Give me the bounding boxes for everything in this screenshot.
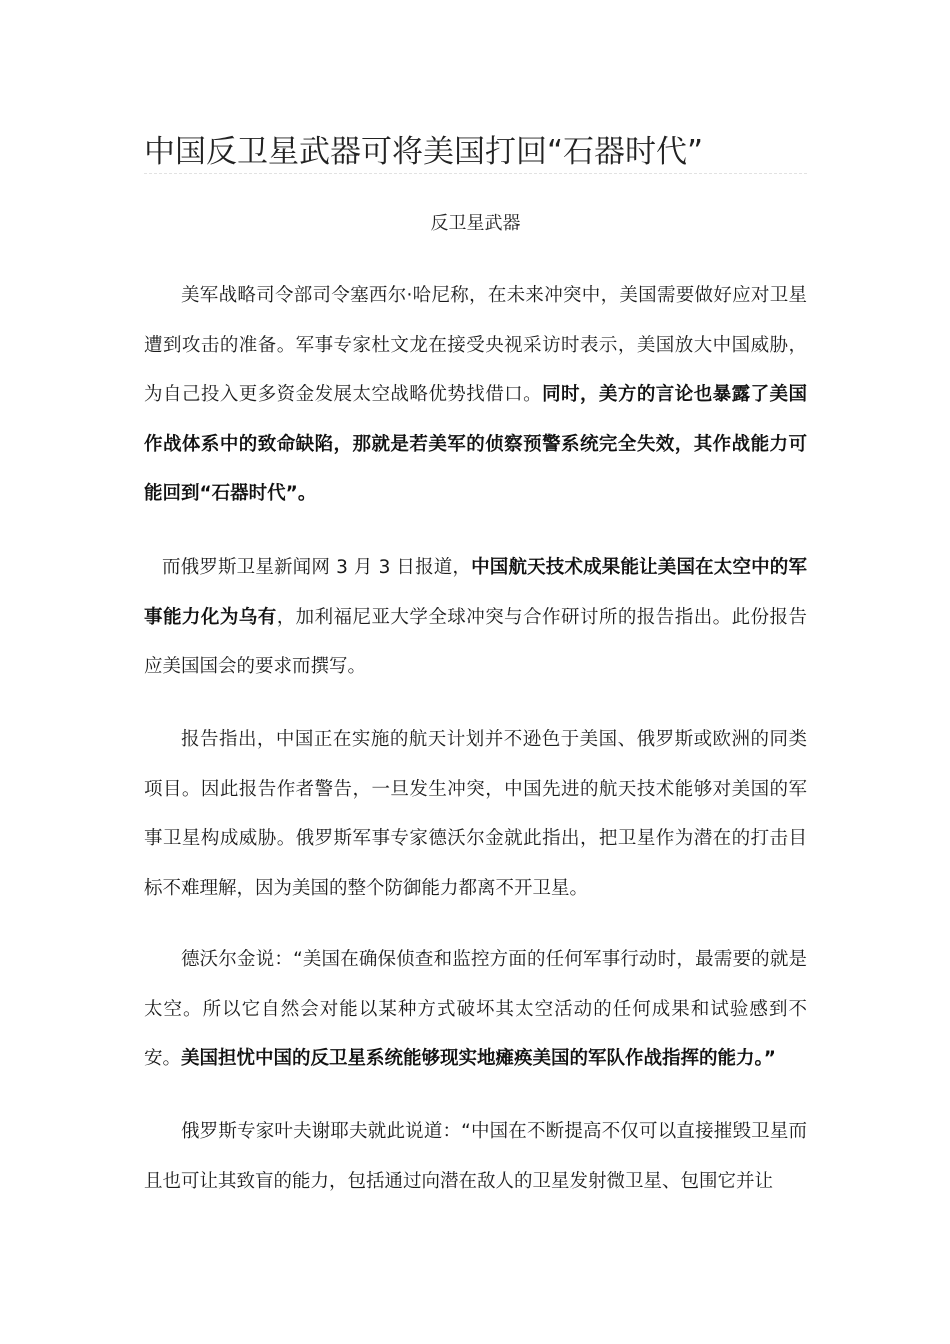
paragraph-2-text-start: 而俄罗斯卫星新闻网 3 月 3 日报道， bbox=[162, 557, 472, 578]
paragraph-2-bold-text: 中国航天技术成果能让美国在太空中的军事能力化为乌有 bbox=[144, 557, 807, 628]
paragraph-1-bold-text: 同时，美方的言论也暴露了美国作战体系中的致命缺陷，那就是若美军的侦察预警系统完全失效，其作战能力可能回到“石器时代”。 bbox=[144, 384, 807, 504]
paragraph-1 bbox=[144, 271, 807, 519]
title-divider bbox=[144, 173, 807, 174]
article-title: 中国反卫星武器可将美国打回“石器时代” bbox=[144, 134, 704, 170]
paragraph-2-text-end: ，加利福尼亚大学全球冲突与合作研讨所的报告指出。此份报告应美国国会的要求而撰写。 bbox=[144, 606, 807, 677]
paragraph-1-text: 美军战略司令部司令塞西尔·哈尼称，在未来冲突中，美国需要做好应对卫星遭到攻击的准备。军事专家杜文龙在接受央视采访时表示，美国放大中国威胁，为自己投入更多资金发展太空战略优势找借口。 bbox=[144, 285, 807, 405]
paragraph-4-text: 德沃尔金说：“美国在确保侦查和监控方面的任何军事行动时，最需要的就是太空。所以它自然会对能以某种方式破坏其太空活动的任何成果和试验感到不安。 bbox=[144, 949, 807, 1069]
paragraph-4 bbox=[144, 935, 807, 1084]
paragraph-5 bbox=[144, 1107, 807, 1206]
paragraph-5-text: 俄罗斯专家叶夫谢耶夫就此说道：“中国在不断提高不仅可以直接摧毁卫星而且也可让其致盲的能力，包括通过向潜在敌人的卫星发射微卫星、包围它并让 bbox=[144, 1121, 807, 1192]
paragraph-3 bbox=[144, 715, 807, 913]
article-subtitle: 反卫星武器 bbox=[430, 213, 521, 234]
paragraph-3-text: 报告指出，中国正在实施的航天计划并不逊色于美国、俄罗斯或欧洲的同类项目。因此报告作者警告，一旦发生冲突，中国先进的航天技术能够对美国的军事卫星构成威胁。俄罗斯军事专家德沃尔金就此指出，把卫星作为潜在的打击目标不难理解，因为美国的整个防御能力都离不开卫星。 bbox=[144, 729, 807, 899]
paragraph-4-bold-text: 美国担忧中国的反卫星系统能够现实地瘫痪美国的军队作战指挥的能力。” bbox=[181, 1048, 776, 1069]
paragraph-2 bbox=[144, 543, 807, 692]
